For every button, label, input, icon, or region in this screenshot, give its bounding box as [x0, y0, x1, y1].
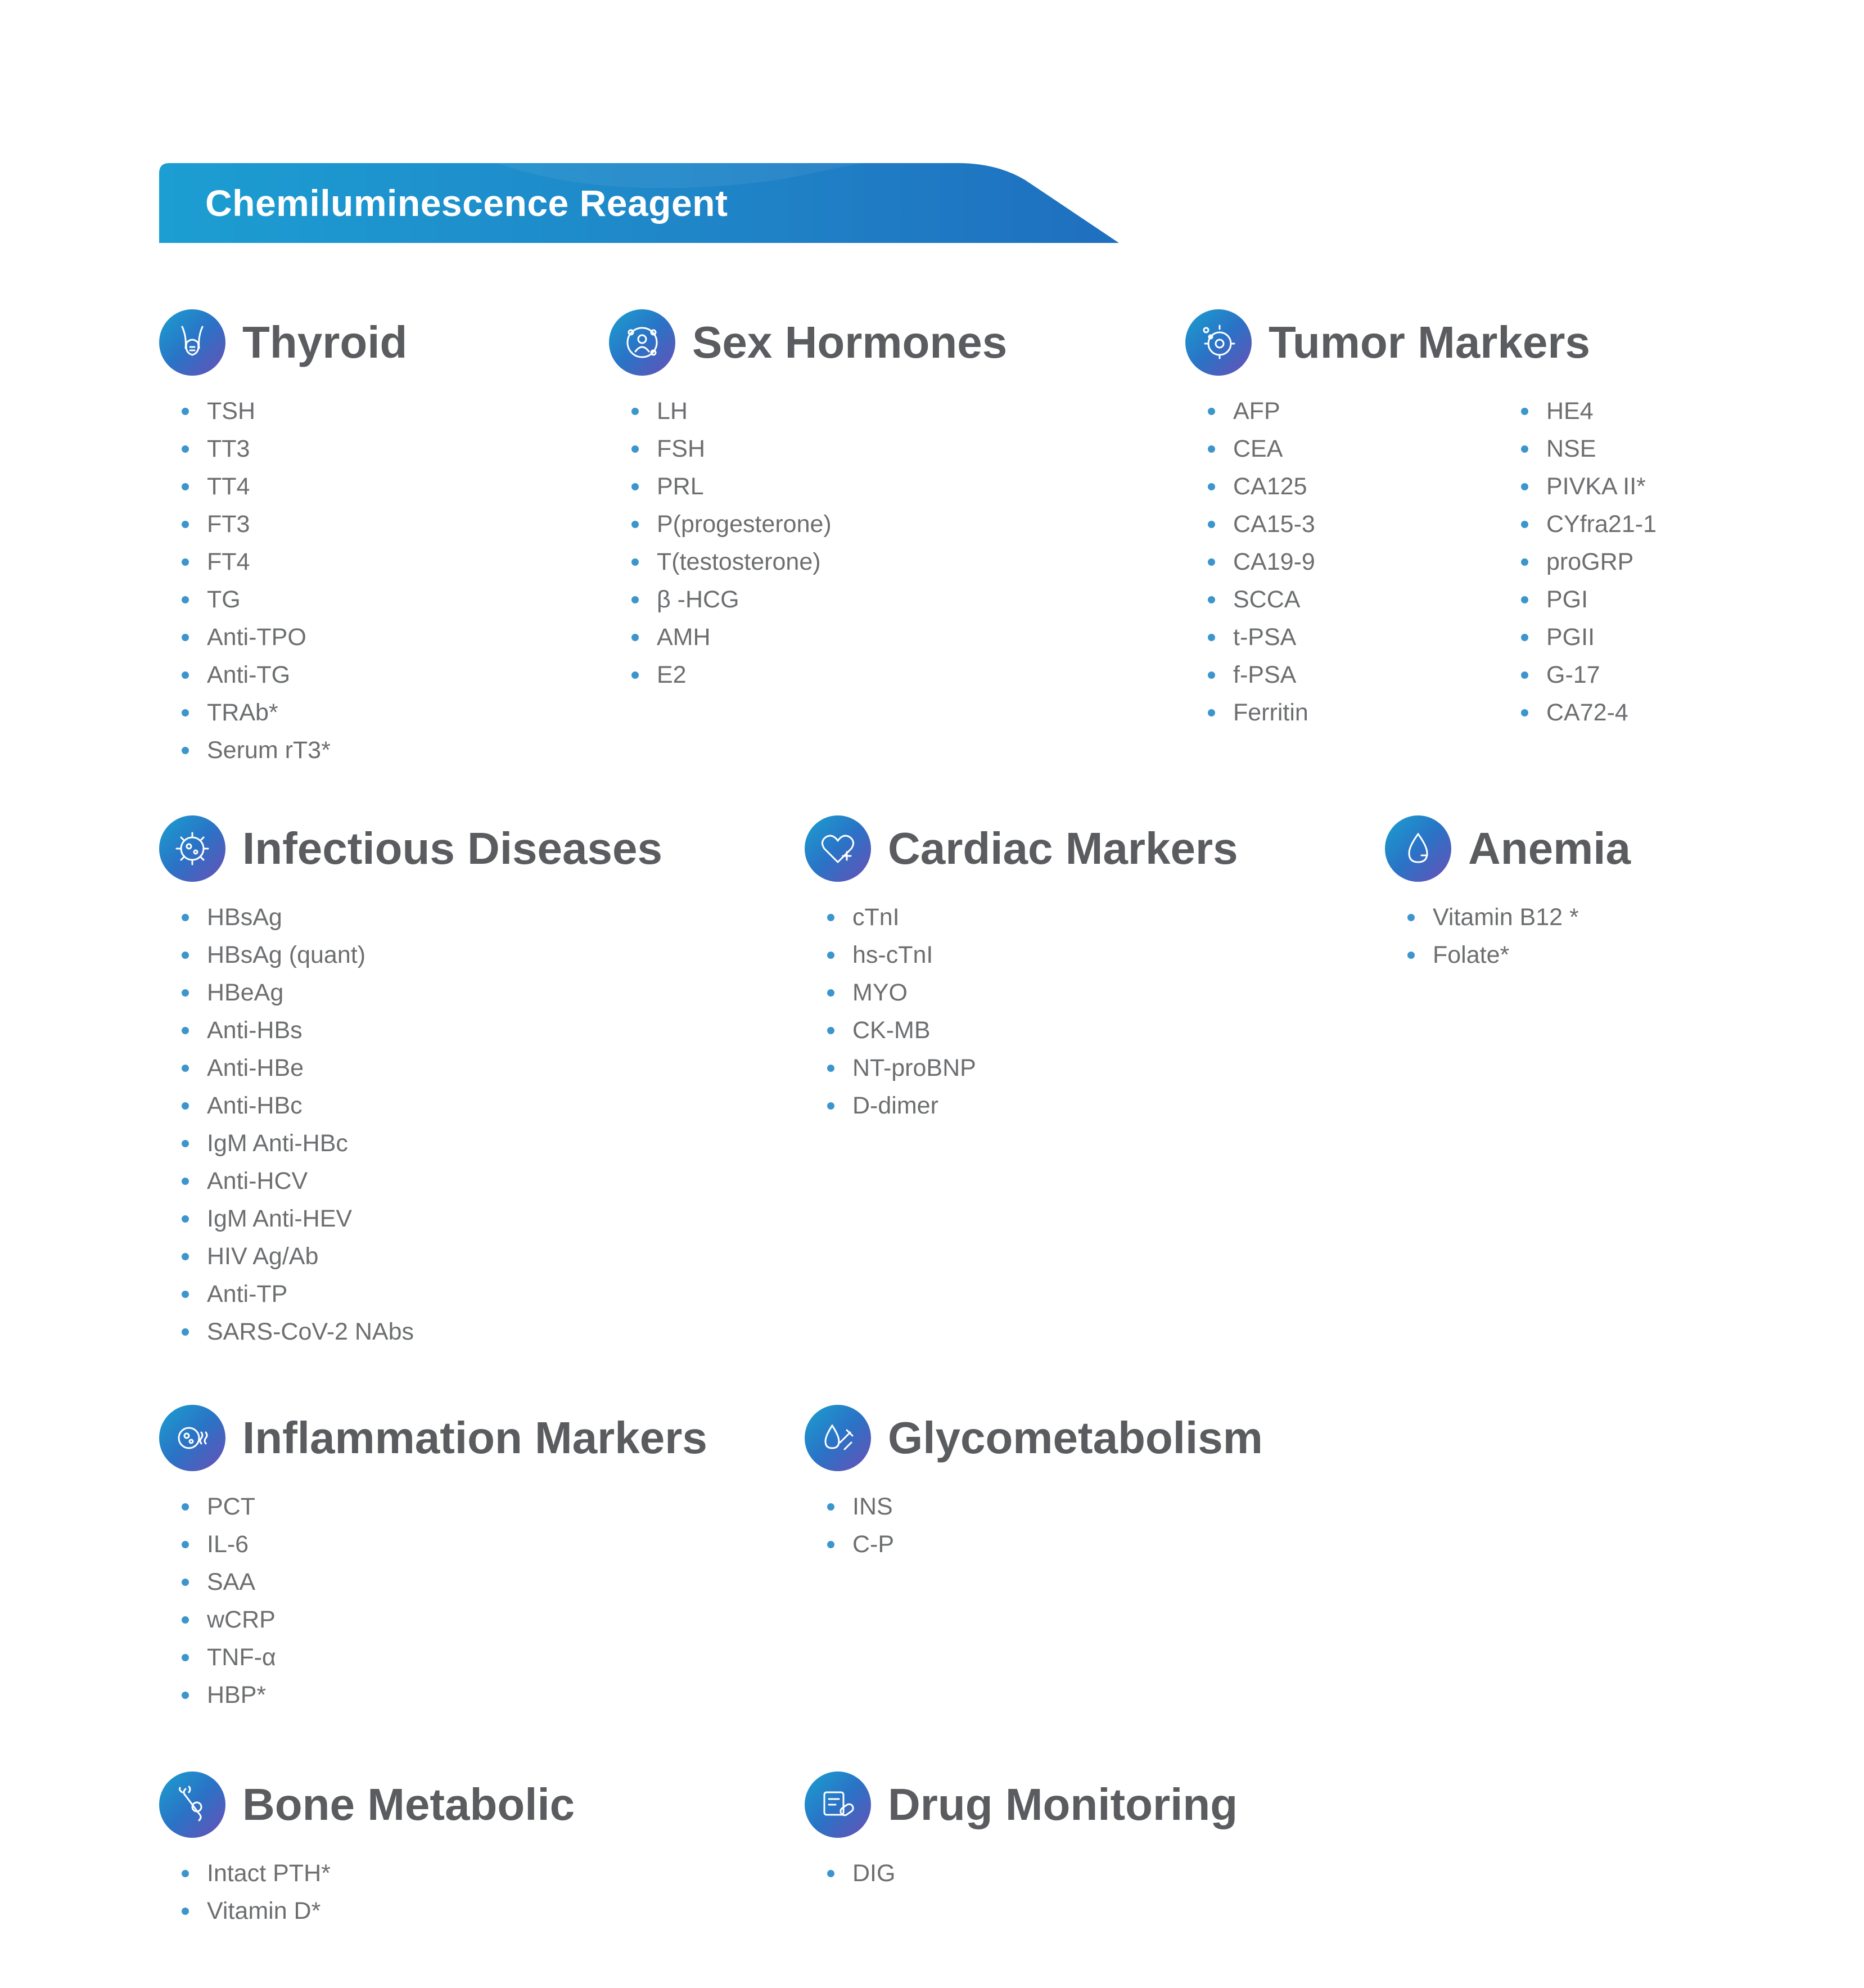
section-title: Infectious Diseases: [242, 823, 662, 873]
bullet-icon: [182, 1328, 189, 1336]
list-item-label: f-PSA: [1233, 661, 1297, 688]
list-item: [631, 468, 832, 506]
list-item: [182, 1563, 276, 1601]
bullet-icon: [1521, 634, 1528, 641]
bullet-icon: [1208, 709, 1215, 716]
hormone-icon: [609, 309, 675, 376]
list-item-label: cTnI: [852, 904, 900, 931]
list-item: [1208, 468, 1315, 506]
list-item-label: HBsAg: [207, 904, 282, 931]
item-list: [827, 1855, 895, 1892]
list-item: [182, 1275, 414, 1313]
list-item-label: TG: [207, 586, 241, 613]
section-title: Cardiac Markers: [888, 823, 1238, 873]
bullet-icon: [182, 709, 189, 716]
bullet-icon: [827, 1503, 834, 1511]
list-item: [827, 1526, 894, 1563]
bullet-icon: [182, 914, 189, 921]
list-item: [1521, 543, 1657, 581]
bullet-icon: [1208, 483, 1215, 490]
list-item-label: PGII: [1546, 624, 1595, 651]
list-item: [182, 732, 331, 769]
list-item: [182, 619, 331, 656]
list-item: [1208, 581, 1315, 619]
section-title: Bone Metabolic: [242, 1779, 575, 1829]
bullet-icon: [182, 1215, 189, 1223]
bullet-icon: [182, 1579, 189, 1586]
bullet-icon: [827, 1027, 834, 1034]
list-item: [1521, 506, 1657, 543]
item-list: [827, 899, 976, 1125]
bullet-icon: [1208, 521, 1215, 528]
list-item: [827, 1087, 976, 1125]
list-item: [1521, 468, 1657, 506]
list-item-label: TT4: [207, 473, 250, 500]
bullet-icon: [631, 483, 639, 490]
list-item-label: PRL: [657, 473, 704, 500]
list-item: [827, 974, 976, 1012]
list-item: [182, 1526, 276, 1563]
bullet-icon: [182, 1065, 189, 1072]
bullet-icon: [827, 1065, 834, 1072]
bullet-icon: [827, 952, 834, 959]
list-item: [631, 506, 832, 543]
list-item-label: NT-proBNP: [852, 1054, 976, 1081]
list-item-label: TT3: [207, 435, 250, 462]
bullet-icon: [182, 747, 189, 754]
list-item-label: IL-6: [207, 1531, 249, 1558]
list-item-label: t-PSA: [1233, 624, 1297, 651]
list-item: [182, 1238, 414, 1275]
list-item: [182, 1676, 276, 1714]
item-list: [1521, 393, 1657, 732]
list-item: [631, 393, 832, 430]
list-item-label: CYfra21-1: [1546, 511, 1657, 538]
list-item: [631, 543, 832, 581]
bullet-icon: [1521, 709, 1528, 716]
list-item-label: Intact PTH*: [207, 1860, 331, 1887]
list-item-label: Anti-TPO: [207, 624, 306, 651]
bullet-icon: [182, 408, 189, 415]
bullet-icon: [631, 634, 639, 641]
list-item: [827, 1049, 976, 1087]
bullet-icon: [182, 1541, 189, 1548]
bullet-icon: [1521, 483, 1528, 490]
item-list: [182, 1488, 276, 1714]
section-title: Glycometabolism: [888, 1413, 1263, 1463]
list-item-label: T(testosterone): [657, 548, 821, 575]
list-item-label: HBeAg: [207, 979, 284, 1006]
list-item: [1407, 936, 1579, 974]
thyroid-icon: [159, 309, 225, 376]
list-item: [182, 1601, 276, 1639]
list-item: [827, 936, 976, 974]
list-item: [182, 1639, 276, 1676]
bullet-icon: [182, 521, 189, 528]
list-item: [1521, 694, 1657, 732]
bullet-icon: [1521, 408, 1528, 415]
item-list: [631, 393, 832, 694]
bullet-icon: [1521, 671, 1528, 679]
bullet-icon: [182, 445, 189, 453]
list-item-label: D-dimer: [852, 1092, 938, 1119]
glucose-icon: [805, 1405, 871, 1471]
bullet-icon: [1407, 914, 1415, 921]
list-item-label: Vitamin D*: [207, 1897, 321, 1924]
section-banner: [159, 163, 1119, 243]
item-list: [827, 1488, 894, 1563]
bullet-icon: [1521, 445, 1528, 453]
bullet-icon: [182, 1102, 189, 1110]
bullet-icon: [182, 558, 189, 566]
list-item: [182, 581, 331, 619]
bullet-icon: [182, 1654, 189, 1661]
list-item: [1521, 430, 1657, 468]
section-title: Tumor Markers: [1269, 317, 1591, 367]
bullet-icon: [182, 596, 189, 603]
bullet-icon: [182, 952, 189, 959]
list-item-label: HIV Ag/Ab: [207, 1243, 319, 1270]
virus-icon: [159, 815, 225, 882]
bone-icon: [159, 1771, 225, 1838]
list-item-label: PGI: [1546, 586, 1588, 613]
list-item-label: SAA: [207, 1568, 256, 1595]
list-item: [182, 974, 414, 1012]
bullet-icon: [182, 1692, 189, 1699]
list-item-label: Vitamin B12 *: [1433, 904, 1579, 931]
list-item-label: Anti-TP: [207, 1281, 288, 1308]
bullet-icon: [1521, 558, 1528, 566]
list-item: [1208, 656, 1315, 694]
list-item-label: IgM Anti-HBc: [207, 1130, 348, 1157]
list-item-label: Anti-HBs: [207, 1017, 303, 1044]
heart-icon: [805, 815, 871, 882]
list-item-label: Folate*: [1433, 941, 1510, 968]
list-item-label: SARS-CoV-2 NAbs: [207, 1318, 414, 1345]
list-item: [631, 581, 832, 619]
bullet-icon: [631, 671, 639, 679]
bullet-icon: [1208, 596, 1215, 603]
list-item: [1521, 656, 1657, 694]
list-item: [631, 656, 832, 694]
bullet-icon: [631, 558, 639, 566]
list-item: [1521, 619, 1657, 656]
list-item-label: PIVKA II*: [1546, 473, 1646, 500]
section-title: Thyroid: [242, 317, 408, 367]
bullet-icon: [182, 1291, 189, 1298]
bullet-icon: [1208, 634, 1215, 641]
list-item-label: TRAb*: [207, 699, 278, 726]
list-item: [182, 694, 331, 732]
list-item-label: C-P: [852, 1531, 895, 1558]
list-item: [182, 430, 331, 468]
list-item: [182, 543, 331, 581]
item-list: [182, 393, 331, 769]
list-item-label: MYO: [852, 979, 908, 1006]
bullet-icon: [182, 1870, 189, 1877]
list-item: [1208, 393, 1315, 430]
bullet-icon: [182, 989, 189, 997]
list-item-label: CEA: [1233, 435, 1283, 462]
list-item-label: Ferritin: [1233, 699, 1308, 726]
list-item-label: G-17: [1546, 661, 1600, 688]
list-item-label: PCT: [207, 1493, 255, 1520]
list-item-label: Serum rT3*: [207, 737, 331, 764]
item-list: [182, 1855, 331, 1930]
bullet-icon: [182, 1908, 189, 1915]
list-item-label: AFP: [1233, 398, 1280, 425]
bullet-icon: [182, 1616, 189, 1624]
list-item: [1208, 694, 1315, 732]
item-list: [1208, 393, 1315, 732]
bullet-icon: [631, 445, 639, 453]
list-item-label: IgM Anti-HEV: [207, 1205, 353, 1232]
list-item-label: FT3: [207, 511, 250, 538]
section-title: Drug Monitoring: [888, 1779, 1238, 1829]
list-item: [182, 1125, 414, 1162]
list-item: [827, 1012, 976, 1049]
list-item-label: HBsAg (quant): [207, 941, 366, 968]
list-item: [182, 1200, 414, 1238]
list-item-label: wCRP: [207, 1606, 276, 1633]
bullet-icon: [827, 1541, 834, 1548]
list-item: [182, 1087, 414, 1125]
bullet-icon: [182, 1503, 189, 1511]
list-item: [631, 619, 832, 656]
cell-icon: [1185, 309, 1252, 376]
list-item: [1521, 393, 1657, 430]
list-item-label: HBP*: [207, 1682, 267, 1708]
bullet-icon: [182, 483, 189, 490]
item-list: [1407, 899, 1579, 974]
bullet-icon: [827, 1870, 834, 1877]
pill-icon: [805, 1771, 871, 1838]
list-item-label: Anti-HBc: [207, 1092, 303, 1119]
list-item-label: CA15-3: [1233, 511, 1315, 538]
bullet-icon: [631, 408, 639, 415]
list-item-label: Anti-TG: [207, 661, 291, 688]
list-item: [1208, 430, 1315, 468]
bullet-icon: [631, 596, 639, 603]
list-item: [182, 936, 414, 974]
bullet-icon: [1521, 521, 1528, 528]
list-item: [182, 468, 331, 506]
list-item-label: FSH: [657, 435, 705, 462]
list-item: [827, 899, 976, 936]
list-item: [182, 1855, 331, 1892]
list-item-label: CA72-4: [1546, 699, 1628, 726]
banner-title: Chemiluminescence Reagent: [205, 182, 728, 224]
list-item-label: AMH: [657, 624, 711, 651]
drop-icon: [1385, 815, 1451, 882]
list-item: [182, 506, 331, 543]
section-title: Anemia: [1468, 823, 1631, 873]
list-item-label: TNF-α: [207, 1644, 276, 1671]
list-item-label: FT4: [207, 548, 250, 575]
list-item: [182, 656, 331, 694]
bullet-icon: [827, 1102, 834, 1110]
bullet-icon: [1521, 596, 1528, 603]
list-item-label: TSH: [207, 398, 255, 425]
inflammation-icon: [159, 1405, 225, 1471]
list-item-label: Anti-HBe: [207, 1054, 304, 1081]
list-item: [182, 393, 331, 430]
section-title: Sex Hormones: [692, 317, 1008, 367]
bullet-icon: [182, 1027, 189, 1034]
bullet-icon: [1407, 952, 1415, 959]
bullet-icon: [1208, 408, 1215, 415]
list-item: [182, 1892, 331, 1930]
list-item-label: hs-cTnI: [852, 941, 933, 968]
bullet-icon: [182, 1253, 189, 1260]
list-item-label: SCCA: [1233, 586, 1301, 613]
list-item: [1407, 899, 1579, 936]
bullet-icon: [1208, 671, 1215, 679]
bullet-icon: [1208, 445, 1215, 453]
list-item-label: β -HCG: [657, 586, 739, 613]
list-item: [827, 1855, 895, 1892]
list-item-label: NSE: [1546, 435, 1596, 462]
bullet-icon: [182, 634, 189, 641]
list-item-label: DIG: [852, 1860, 896, 1887]
list-item: [182, 1162, 414, 1200]
list-item-label: HE4: [1546, 398, 1594, 425]
bullet-icon: [827, 989, 834, 997]
item-list: [182, 899, 414, 1351]
list-item: [827, 1488, 894, 1526]
bullet-icon: [1208, 558, 1215, 566]
bullet-icon: [182, 1140, 189, 1147]
list-item: [182, 1049, 414, 1087]
list-item: [631, 430, 832, 468]
list-item-label: P(progesterone): [657, 511, 832, 538]
list-item: [1208, 506, 1315, 543]
list-item-label: CA125: [1233, 473, 1307, 500]
list-item: [1208, 543, 1315, 581]
list-item: [182, 1012, 414, 1049]
bullet-icon: [631, 521, 639, 528]
list-item-label: CA19-9: [1233, 548, 1315, 575]
list-item: [1521, 581, 1657, 619]
bullet-icon: [182, 671, 189, 679]
list-item: [1208, 619, 1315, 656]
list-item-label: LH: [657, 398, 688, 425]
list-item-label: CK-MB: [852, 1017, 931, 1044]
bullet-icon: [182, 1178, 189, 1185]
bullet-icon: [827, 914, 834, 921]
list-item-label: INS: [852, 1493, 893, 1520]
list-item: [182, 899, 414, 936]
list-item: [182, 1313, 414, 1351]
section-title: Inflammation Markers: [242, 1413, 707, 1463]
list-item-label: Anti-HCV: [207, 1167, 308, 1194]
list-item-label: E2: [657, 661, 687, 688]
list-item: [182, 1488, 276, 1526]
list-item-label: proGRP: [1546, 548, 1634, 575]
